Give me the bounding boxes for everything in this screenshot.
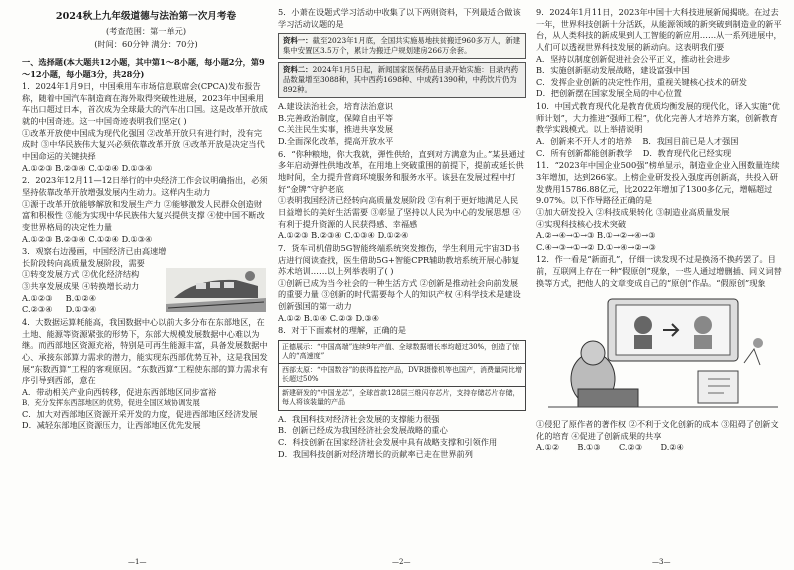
exam-title: 2024秋上九年级道德与法治第一次月考卷 [55, 11, 237, 22]
exam-scope: (考查范围：第一单元) [105, 25, 187, 36]
question-4-option-a: A．带动相关产业向西转移，促进东西部地区同步富裕 [22, 386, 217, 397]
question-4 [22, 317, 270, 432]
question-3-points-a: ①转变发展方式 ②优化经济结构 [22, 269, 140, 280]
question-9-option-a: A．坚持以制度创新促进社会公平正义，推动社会进步 [536, 53, 731, 64]
fake-original-cartoon-image [548, 293, 778, 411]
question-9 [536, 7, 784, 100]
question-3-option-c: C.②③④ [22, 304, 53, 315]
question-5-stem: 5．小萧在设题式学习活动中收集了以下两则资料，下列最适合做该学习活动议题的是 [278, 7, 521, 29]
question-9-stem: 9．2024年1月11日，2023年中国十大科技进展新闻揭晓。在过去一年，世界科技创新十分活跃，从能源领域的新突破到制造业的新平台，从人类科技的新成果到人工智能的新应用……从一系列进展中，人们可以透视世界科技发展的新动向。这表明我们要 [536, 7, 782, 52]
question-10-option-d: D．教育现代化已经实现 [642, 147, 732, 158]
question-1-stem: 1．2024年1月9日，中国乘用车市场信息联席会(CPCA)发布报告称，随着中国汽车制造商在海外取得突破性进展，2023年中国乘用车出口超过日本，首次成为全球最大的汽车出口国。这是改革开放成就的中国奇迹。这一中国奇迹表明我们坚定( ) [22, 81, 268, 127]
question-3-option-b: B.①②④ [65, 292, 97, 303]
question-6-options: A.①②③ B.②③④ C.①③④ D.①②④ [278, 230, 409, 241]
question-3 [22, 246, 270, 316]
question-1-points: ①改革开放使中国成为现代化强国 ②改革开放只有进行时，没有完成时 ③中华民族伟大复兴必须依靠改革开放 ④改革开放是决定当代中国命运的关键抉择 [22, 127, 265, 162]
question-3-stem: 3．观察右边漫画，中国经济已由高速增长阶段转向高质量发展阶段，需要 [22, 246, 167, 268]
question-7-points: ①创新已成为当今社会的一种生活方式 ②创新是推动社会向前发展的重要力量 ③创新的时代需要每个人的知识产权 ④科学技术是建设创新强国的第一动力 [278, 277, 521, 312]
question-7-stem: 7．货车司机借助5G智能终端系统突发擦伤，学生利用元宇宙3D书店进行阅读查找，医生借助5G+智能CPR辅助教培系统开展心肺复苏术培训……以上列举表明了( ) [278, 242, 520, 277]
column-2 [278, 6, 526, 460]
question-5-option-a: A.建设法治社会，培育法治意识 [278, 101, 393, 112]
question-10-options-cd [536, 148, 784, 160]
question-4-option-b: B．充分发挥东西部地区的优势，促进全国区域协调发展 [22, 398, 200, 408]
question-8-option-b: B．创新已经成为我国经济社会发展战略的重心 [278, 425, 448, 436]
section-1-heading: 一、选择题(本大题共12小题，其中第1～8小题，每小题2分，第9～12小题，每小题3分，共28分) [22, 56, 265, 79]
question-11-points-1: ①加大研发投入 ②科技成果转化 ③制造业高质量发展 [536, 206, 730, 217]
question-7-options: A.①② B.①④ C.②③ D.③④ [278, 312, 380, 323]
question-6 [278, 149, 526, 242]
question-9-option-d: D．把创新摆在国家发展全局的中心位置 [536, 88, 682, 99]
question-1 [22, 81, 270, 174]
question-8 [278, 325, 526, 460]
question-8-option-c: C．科技创新在国家经济社会发展中具有战略支撑和引领作用 [278, 436, 498, 447]
question-4-option-d: D．减轻东部地区资源压力，让西部地区优先发展 [22, 420, 201, 431]
question-12-option-a: A.①② [536, 442, 560, 453]
question-2 [22, 175, 270, 245]
question-11-points-2: ④实现科技核心技术突破 [536, 218, 627, 229]
question-10-option-a: A．创新来不开人才的培养 [536, 136, 632, 147]
question-12-option-c: C.②③ [618, 442, 643, 453]
material-2-box [278, 62, 526, 98]
question-12 [536, 254, 784, 453]
page-number-1: —1— [128, 558, 147, 567]
page-number-2: —2— [392, 558, 411, 567]
material-1-label: 资料一： [283, 36, 313, 46]
question-12-option-b: B.①③ [577, 442, 601, 453]
column-3 [536, 6, 784, 454]
material-table-row: 西部太原：“中国数谷”的获得监控产品，DVR摄像机等也国产，消费量同比增长超过50% [279, 364, 525, 387]
question-5-option-b: B.完善政治制度，保障自由平等 [278, 112, 394, 123]
material-table-row: 正德展示：“中国高端”连续9年产值、全球数据增长率均超过30%，创造了惊人的“高速度” [279, 341, 525, 364]
question-6-points: ①表明我国经济已经转向高质量发展阶段 ②有利于更好地满足人民日益增长的美好生活需要 ③彰显了坚持以人民为中心的发展思想 ④有利于提升资源的人民获得感、幸福感 [278, 195, 521, 229]
train-cartoon-image [166, 268, 266, 312]
question-3-option-a: A.①②③ [22, 292, 53, 303]
question-8-option-a: A．我国科技对经济社会发展的支撑能力很强 [278, 413, 440, 424]
question-2-options: A.①②③ B.②③④ C.①②④ D.①③④ [22, 233, 153, 244]
material-2-label: 资料二： [283, 65, 313, 75]
question-6-stem: 6．“你种粮地，你大我就，弹性供给，直到对方满意为止。”某县通过多年启动弹性供地改革，在用地上突破重围的前提下，提前或延长供地时间，全力提升营商环境服务和服务水平。该县在发展过程中打好“金牌”守护老底 [278, 148, 525, 194]
question-10-option-c: C．所有创新都能创新教学 [536, 147, 633, 158]
material-1-text: 截至2023年1月底，全国共实施易地扶贫搬迁960多万人，新建集中安置区3.5万个，累计为搬迁户规划建房266万余套。 [283, 36, 521, 56]
question-9-option-b: B．实施创新驱动发展战略，建设富强中国 [536, 65, 690, 76]
question-5 [278, 7, 526, 148]
question-11-stem: 11．“2023年中国企业500强”榜单显示，制造业企业入围数量连续3年增加，达到266家。上榜企业研发投入强度再创新高，共投入研发费用15786.88亿元，比2022年增加了1300多亿元，增幅超过9.07%。以下作导路径正确的是 [536, 160, 780, 206]
question-12-option-d: D.②④ [660, 442, 684, 453]
material-2-text: 2024年1月5日起，新闻国家医保药品目录开始实施：目录内药品数量增至3088种，其中西药1698种、中成药1390种，中药饮片仍为892种。 [283, 65, 519, 95]
question-3-points-b: ③共享发展成果 ④转换增长动力 [22, 281, 140, 292]
question-12-stem: 12．作一看是“新面孔”，仔细一读发现不过是换汤不换药罢了。目前，互联网上存在一种“假原创”现象，一些人通过增删插、同义词替换等方式，把他人的文章变成自己的“原创”作品。“假原创”现象 [536, 254, 782, 288]
question-11 [536, 160, 784, 253]
question-3-option-d: D.①③④ [65, 304, 97, 315]
column-1 [22, 6, 270, 432]
question-1-options: A.①②③ B.②③④ C.①②④ D.①③④ [22, 162, 153, 173]
question-8-option-d: D．我国科技创新对经济增长的贡献率已走在世界前列 [278, 448, 473, 459]
question-4-stem: 4．大数据运算耗能高，我国数据中心以前大多分布在东部地区，在土地、能源等资源紧张的形势下，东部大规模发展数据中心难以为继。而西部地区资源充裕，特别是可再生能源丰富，具备发展数据中心、承接东部算力需求的潜力，能实现东西部优势互补，这是我国发展“东数西算”工程的客观原因。“东数西算”工程使东部的算力需求有序引导到西部，意在 [22, 316, 268, 386]
question-10 [536, 101, 784, 159]
question-5-option-c: C.关注民生实事，推进共享发展 [278, 124, 394, 135]
question-8-stem: 8．对于下面素材的理解，正确的是 [278, 325, 407, 336]
exam-time-score: (时间：60分钟 满分：70分) [94, 39, 198, 50]
question-10-option-b: B．我国目前已是人才强国 [642, 136, 739, 147]
question-11-options-ab: A.②→④→①→③ B.①→②→④→③ [536, 230, 656, 241]
question-12-options [536, 442, 784, 454]
question-10-options-ab [536, 136, 784, 148]
material-table-row: 新建研发的“中国龙芯”，全球首款128层三维闪存芯片，支持存储芯片存储，每人将该装量的产品 [282, 389, 520, 407]
question-4-option-c: C．加大对西部地区资源开采开发的力度，促进西部地区经济发展 [22, 408, 258, 419]
material-table [278, 340, 526, 411]
question-11-options-cd: C.④→③→①→② D.①→④→②→③ [536, 241, 656, 252]
question-2-stem: 2．2023年12月11—12日举行的中央经济工作会议明确指出，必须坚持依靠改革开放增强发展内生动力。这样内生动力 [22, 175, 268, 197]
page-number-3: —3— [652, 558, 671, 567]
question-5-option-d: D.全面深化改革，提高开放水平 [278, 136, 394, 147]
question-10-stem: 10．中国式教育现代化是教育优质均衡发展的现代化，译入实施“优师计划”，大力推进“强师工程”，优化完善人才培养方案，创新教育教学实践模式。以上举措说明 [536, 101, 780, 135]
question-2-points: ①源于改革开放能够解放和发展生产力 ②能够激发人民群众创造财富和积极性 ③能为实现中华民族伟大复兴提供支撑 ④使中国不断改变世界格局的决定性力量 [22, 198, 265, 232]
question-9-option-c: C．发挥企业创新的决定性作用，重视关键核心技术的研发 [536, 76, 747, 87]
question-7 [278, 243, 526, 324]
material-1-box [278, 33, 526, 59]
question-12-points: ①侵犯了原作者的著作权 ②不利于文化创新的成本 ③阻碍了创新文化的培育 ④促进了创新成果的共享 [536, 419, 779, 441]
